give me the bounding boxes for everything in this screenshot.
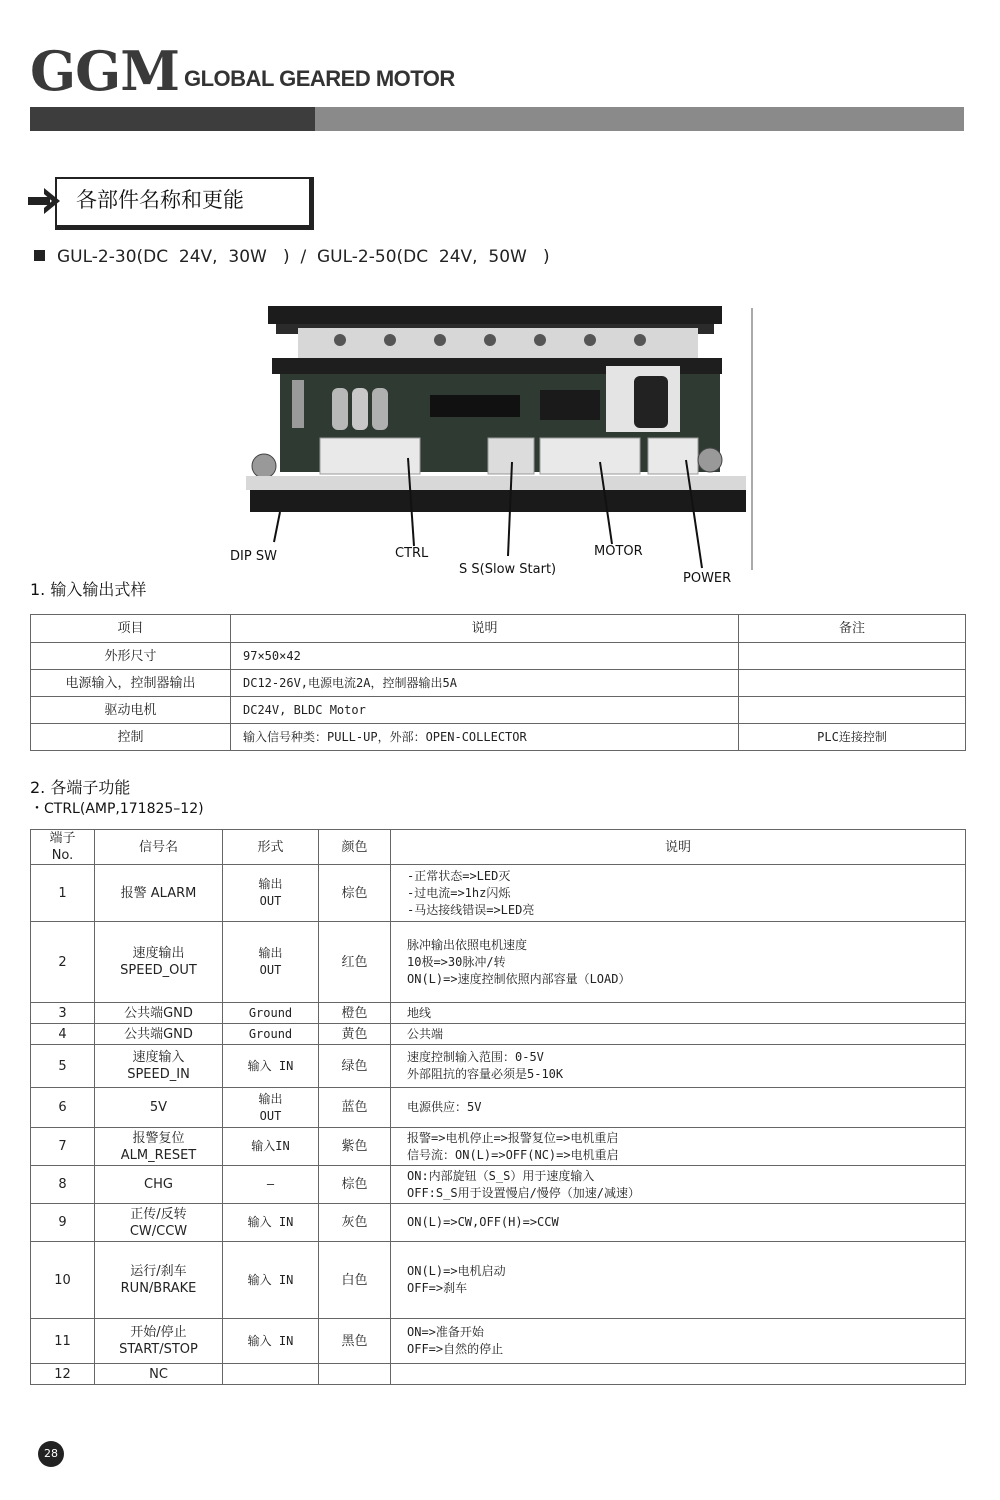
table-row (31, 1242, 966, 1319)
cell-signal-name-line: NC (149, 1366, 168, 1382)
cell-color: 黄色 (319, 1024, 391, 1045)
label-ctrl: CTRL (395, 546, 429, 561)
cell-type (223, 1024, 319, 1045)
header-cell: 颜色 (319, 830, 391, 865)
cell-color (319, 1364, 391, 1385)
cell-description-line: 报警=>电机停止=>报警复位=>电机重启 (407, 1130, 619, 1145)
cell-type-line: Ground (248, 1005, 293, 1020)
cell-description (391, 1364, 966, 1385)
table-row (31, 697, 966, 724)
cell-desc: 97×50×42 (231, 643, 739, 670)
cell-note (739, 670, 966, 697)
cell-signal-name (95, 1204, 223, 1242)
cell-type (223, 1242, 319, 1319)
header-cell: 项目 (31, 615, 231, 643)
cell-description (391, 1166, 966, 1204)
header-cell: 说明 (231, 615, 739, 643)
terminals-subheading: ・CTRL(AMP,171825–12) (30, 801, 204, 817)
cell-signal-name-line: 开始/停止 (130, 1325, 187, 1340)
cell-type-line: 输入 IN (247, 1272, 294, 1287)
cell-no: 6 (31, 1088, 95, 1128)
table-row (31, 1003, 966, 1024)
cell-signal-name-line: SPEED_IN (127, 1067, 190, 1082)
brand-tagline: GLOBAL GEARED MOTOR (184, 66, 455, 91)
cell-description-line: OFF=>刹车 (407, 1281, 468, 1295)
cell-type (223, 1364, 319, 1385)
cell-type-line: OUT (259, 963, 282, 977)
cell-description (391, 1003, 966, 1024)
cell-description-line: 信号流：ON(L)=>OFF(NC)=>电机重启 (407, 1147, 619, 1162)
cell-type-line: OUT (259, 894, 282, 908)
cell-note (739, 643, 966, 670)
cell-signal-name (95, 1088, 223, 1128)
cell-description (391, 1204, 966, 1242)
cell-description (391, 922, 966, 1003)
cell-signal-name (95, 1166, 223, 1204)
cell-description (391, 1088, 966, 1128)
table-row (31, 1204, 966, 1242)
table-row (31, 1166, 966, 1204)
table-row (31, 1128, 966, 1166)
table-row (31, 643, 966, 670)
cell-description-line: -马达接线错误=>LED亮 (407, 902, 535, 917)
cell-color: 红色 (319, 922, 391, 1003)
cell-item: 电源输入，控制器输出 (31, 670, 231, 697)
cell-description (391, 1319, 966, 1364)
cell-desc: 输入信号种类：PULL-UP，外部：OPEN-COLLECTOR (231, 724, 739, 751)
cell-no: 4 (31, 1024, 95, 1045)
cell-description-line: -过电流=>1hz闪烁 (407, 885, 511, 900)
cell-item: 驱动电机 (31, 697, 231, 724)
cell-type-line: 输入 IN (247, 1333, 294, 1348)
cell-desc: DC24V, BLDC Motor (231, 697, 739, 724)
cell-no: 11 (31, 1319, 95, 1364)
cell-signal-name-line: 速度输出 (132, 946, 185, 961)
cell-type-line: 输出 (258, 877, 283, 891)
cell-description-line: 电源供应：5V (407, 1100, 482, 1114)
table-row (31, 865, 966, 922)
cell-type-line: 输入 IN (247, 1215, 294, 1229)
cell-description-line: ON:内部旋钮（S_S）用于速度输入 (407, 1168, 595, 1183)
cell-signal-name (95, 922, 223, 1003)
cell-type (223, 922, 319, 1003)
cell-type-line: 输出 (258, 946, 283, 960)
cell-description-line: ON(L)=>CW,OFF(H)=>CCW (407, 1215, 559, 1229)
header-cell: 信号名 (95, 830, 223, 865)
cell-item: 控制 (31, 724, 231, 751)
cell-signal-name-line: CHG (144, 1177, 173, 1192)
cell-note: PLC连接控制 (739, 724, 966, 751)
table-row (31, 670, 966, 697)
square-bullet-icon (34, 250, 45, 261)
cell-color: 棕色 (319, 865, 391, 922)
cell-description-line: 地线 (407, 1005, 432, 1020)
cell-no: 7 (31, 1128, 95, 1166)
cell-signal-name (95, 1045, 223, 1088)
cell-signal-name-line: 公共端GND (124, 1005, 193, 1021)
cell-description (391, 1128, 966, 1166)
cell-desc: DC12-26V,电源电流2A，控制器输出5A (231, 670, 739, 697)
cell-description (391, 1024, 966, 1045)
cell-type-line: 输入IN (251, 1139, 290, 1153)
cell-signal-name (95, 1128, 223, 1166)
cell-type-line: 输出 (258, 1091, 283, 1106)
cell-type (223, 1128, 319, 1166)
cell-type (223, 1166, 319, 1204)
cell-description (391, 1242, 966, 1319)
cell-type (223, 1204, 319, 1242)
cell-type-line: Ground (248, 1026, 293, 1041)
cell-item: 外形尺寸 (31, 643, 231, 670)
cell-signal-name (95, 865, 223, 922)
header-cell: 端子No. (31, 830, 95, 865)
table-row (31, 1045, 966, 1088)
table-row (31, 1319, 966, 1364)
cell-signal-name (95, 1003, 223, 1024)
cell-color: 橙色 (319, 1003, 391, 1024)
cell-description-line: 速度控制输入范围：0-5V (407, 1050, 544, 1064)
table-header-row (31, 615, 966, 643)
label-motor: MOTOR (594, 544, 643, 559)
cell-no: 5 (31, 1045, 95, 1088)
cell-signal-name-line: 公共端GND (124, 1026, 193, 1042)
cell-signal-name-line: 报警 ALARM (120, 885, 197, 901)
cell-no: 8 (31, 1166, 95, 1204)
cell-signal-name-line: 5V (149, 1100, 168, 1115)
cell-color: 灰色 (319, 1204, 391, 1242)
label-power: POWER (683, 571, 732, 586)
terminals-table (30, 829, 966, 1385)
controller-photo (240, 300, 760, 600)
label-slow-start: S S(Slow Start) (459, 562, 557, 577)
table-row (31, 1364, 966, 1385)
cell-type (223, 1045, 319, 1088)
cell-signal-name (95, 1024, 223, 1045)
cell-signal-name-line: SPEED_OUT (120, 963, 197, 978)
cell-type (223, 1088, 319, 1128)
cell-type (223, 1319, 319, 1364)
cell-description-line: 外部阻抗的容量必须是5-10K (407, 1067, 564, 1081)
cell-color: 蓝色 (319, 1088, 391, 1128)
cell-description-line: 脉冲输出依照电机速度 (407, 937, 528, 952)
cell-type-line: 输入 IN (247, 1058, 294, 1073)
spec-table (30, 614, 966, 751)
cell-signal-name-line: ALM_RESET (120, 1147, 197, 1163)
cell-color: 紫色 (319, 1128, 391, 1166)
table-row (31, 1088, 966, 1128)
cell-no: 1 (31, 865, 95, 922)
table-row (31, 922, 966, 1003)
cell-description-line: ON(L)=>速度控制依照内部容量（LOAD） (407, 971, 631, 986)
cell-description-line: ON=>准备开始 (407, 1325, 484, 1339)
cell-no: 9 (31, 1204, 95, 1242)
cell-signal-name-line: 正传/反转 (130, 1206, 187, 1222)
cell-color: 棕色 (319, 1166, 391, 1204)
cell-no: 2 (31, 922, 95, 1003)
cell-type (223, 865, 319, 922)
cell-signal-name-line: START/STOP (119, 1342, 198, 1357)
cell-signal-name-line: RUN/BRAKE (120, 1281, 197, 1296)
cell-type-line: – (266, 1177, 275, 1191)
header-bar-dark (30, 107, 315, 131)
cell-signal-name-line: 运行/刹车 (130, 1264, 187, 1279)
cell-no: 12 (31, 1364, 95, 1385)
cell-color: 绿色 (319, 1045, 391, 1088)
cell-type-line: OUT (259, 1108, 282, 1123)
cell-signal-name-line: CW/CCW (129, 1223, 188, 1239)
cell-signal-name (95, 1242, 223, 1319)
model-line (34, 246, 550, 268)
header-cell: 说明 (391, 830, 966, 865)
terminals-heading: 2. 各端子功能 (30, 778, 131, 797)
cell-signal-name (95, 1364, 223, 1385)
section-title: 各部件名称和更能 (76, 188, 244, 212)
cell-description-line: OFF:S_S用于设置慢启/慢停（加速/减速） (407, 1185, 641, 1200)
cell-color: 白色 (319, 1242, 391, 1319)
table-row (31, 1024, 966, 1045)
cell-description-line: 公共端 (407, 1026, 444, 1041)
cell-signal-name (95, 1319, 223, 1364)
table-row (31, 724, 966, 751)
cell-type (223, 1003, 319, 1024)
cell-description-line: -正常状态=>LED灭 (407, 868, 511, 883)
cell-signal-name-line: 速度输入 (132, 1050, 185, 1065)
header-bar-light (315, 107, 964, 131)
cell-note (739, 697, 966, 724)
cell-description (391, 865, 966, 922)
cell-description-line: ON(L)=>电机启动 (407, 1264, 506, 1278)
arrow-right-icon (28, 186, 62, 216)
model-text: GUL-2-30(DC 24V, 30W ) / GUL-2-50(DC 24V, 50W ) (57, 247, 550, 267)
cell-color: 黑色 (319, 1319, 391, 1364)
cell-description (391, 1045, 966, 1088)
brand-logo: GGM (30, 39, 180, 103)
cell-description-line: 10极=>30脉冲/转 (407, 954, 506, 969)
header-cell: 备注 (739, 615, 966, 643)
cell-description-line: OFF=>自然的停止 (407, 1342, 504, 1356)
spec-heading: 1. 输入输出式样 (30, 580, 147, 599)
page-number: 28 (38, 1441, 64, 1467)
table-header-row (31, 830, 966, 865)
header-cell: 形式 (223, 830, 319, 865)
cell-no: 10 (31, 1242, 95, 1319)
cell-no: 3 (31, 1003, 95, 1024)
cell-signal-name-line: 报警复位 (132, 1130, 185, 1146)
label-dip-sw: DIP SW (230, 549, 277, 564)
